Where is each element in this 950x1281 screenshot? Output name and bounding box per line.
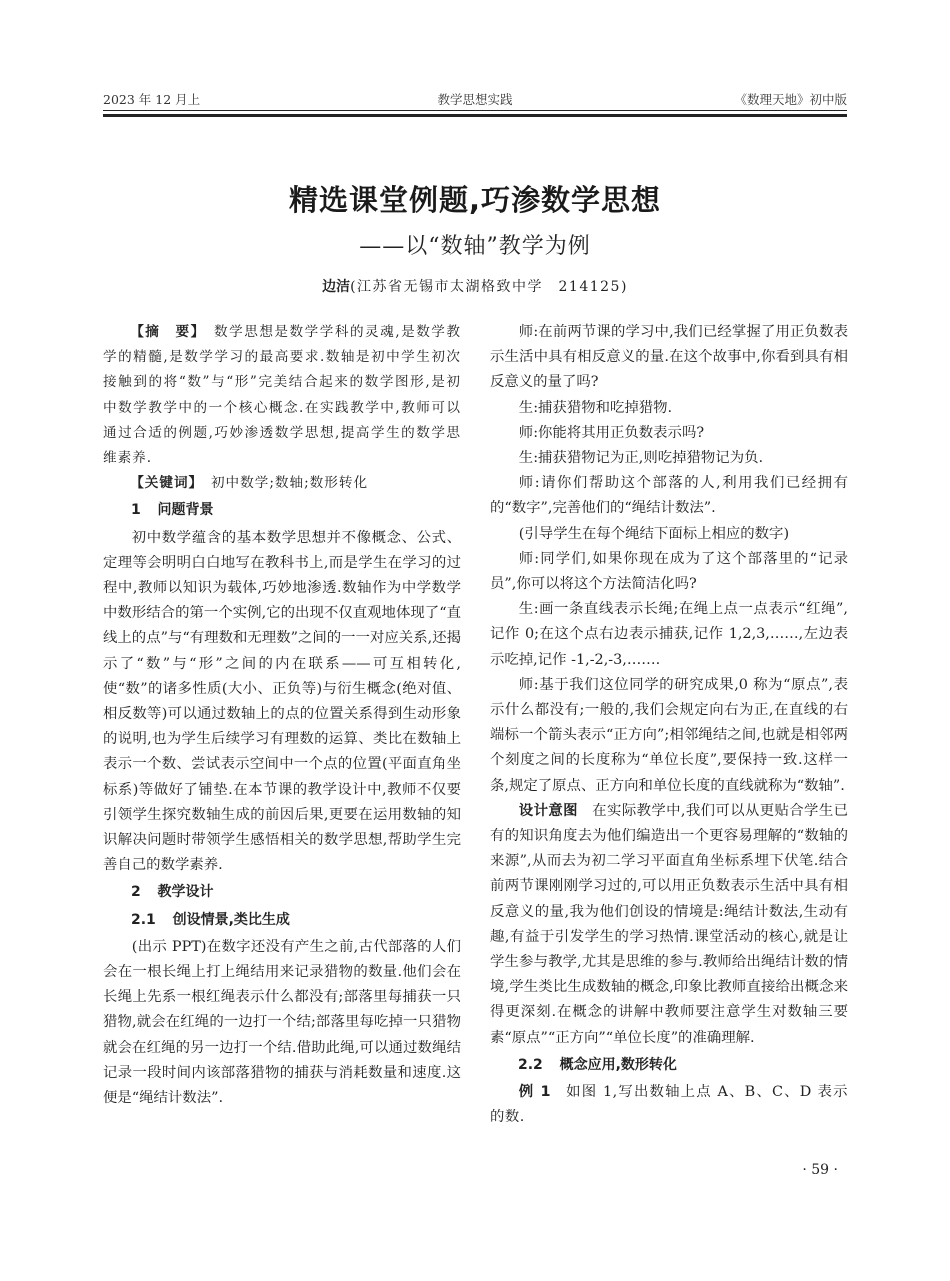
example-1-text: 如图 1,写出数轴上点 A、B、C、D 表示的数. [490, 1084, 848, 1126]
dialogue-line: 生:捕获猎物和吃掉猎物. [518, 399, 673, 416]
section21-paragraph: (出示 PPT)在数字还没有产生之前,古代部落的人们会在一根长绳上打上绳结用来记录猎物的数量.他们会在长绳上先系一根红绳表示什么都没有;部落里每捕获一只猎物,就会在红绳的一边打一个结;部落里每吃掉一只猎物就会在红绳的另一边打一个结.借助此绳,可以通过数绳结记录一段时间内该部落猎物的捕获与消耗数量和速度.这便是“绳结计数法”. [103, 938, 461, 1107]
right-column [490, 320, 848, 1131]
author-name: 边洁 [322, 279, 351, 295]
header-journal: 《数理天地》初中版 [734, 92, 847, 107]
page-number: · 59 · [802, 1162, 838, 1178]
header-date: 2023 年 12 月上 [103, 92, 201, 107]
dialogue-line: 师:你能将其用正负数表示吗? [518, 424, 705, 441]
example-1-label: 例 1 [518, 1084, 552, 1101]
header-rule-thin [103, 110, 847, 111]
left-column [103, 320, 461, 1111]
design-intent-label: 设计意图 [518, 802, 578, 819]
design-intent-text: 在实际教学中,我们可以从更贴合学生已有的知识角度去为他们编造出一个更容易理解的“数轴的来源”,从而去为初二学习平面直角坐标系埋下伏笔.结合前两节课刚刚学习过的,可以用正负数表示生活中具有相反意义的量,我为他们创设的情境是:绳结计数法,生动有趣,有益于引发学生的学习热情.课堂活动的核心,就是让学生参与教学,尤其是思维的参与.教师给出绳结计数的情境,学生类比生成数轴的概念,印象比教师直接给出概念来得更深刻.在概念的讲解中教师要注意学生对数轴三要素“原点”“正方向”“单位长度”的准确理解. [490, 802, 848, 1046]
section-heading-1: 1 问题背景 [131, 502, 214, 519]
header-column: 教学思想实践 [437, 92, 513, 107]
design-intent [490, 799, 848, 1051]
keywords [103, 471, 461, 496]
dialogue-line: 师:在前两节课的学习中,我们已经掌握了用正负数表示生活中具有相反意义的量.在这个故事中,你看到具有相反意义的量了吗? [490, 324, 848, 391]
article-title: 精选课堂例题,巧渗数学思想 [288, 183, 662, 217]
dialogue-line: 生:捕获猎物记为正,则吃掉猎物记为负. [518, 450, 764, 467]
dialogue-line: 师:基于我们这位同学的研究成果,0 称为“原点”,表示什么都没有;一般的,我们会规定向右为正,在直线的右端标一个箭头表示“正方向”;相邻绳结之间,也就是相邻两个刻度之间的长度称为“单位长度”,要保持一致.这样一条,规定了原点、正方向和单位长度的直线就称为“数轴”. [490, 676, 848, 794]
header-rule-thick [103, 114, 847, 117]
article-subtitle: ——以“数轴”教学为例 [359, 234, 591, 259]
section-heading-2: 2 教学设计 [131, 884, 214, 901]
keywords-label: 【关键词】 [130, 475, 197, 492]
running-header [103, 90, 847, 110]
section-heading-2-2: 2.2 概念应用,数形转化 [518, 1056, 677, 1073]
author-affiliation: (江苏省无锡市太湖格致中学 214125) [350, 279, 628, 295]
dialogue-line: (引导学生在每个绳结下面标上相应的数字) [518, 525, 790, 542]
abstract-text: 数学思想是数学学科的灵魂,是数学教学的精髓,是数学学习的最高要求.数轴是初中学生初次接触到的将“数”与“形”完美结合起来的数学图形,是初中数学教学中的一个核心概念.在实践教学中,教师可以通过合适的例题,巧妙渗透数学思想,提高学生的数学思维素养. [103, 324, 461, 467]
abstract-label: 【摘 要】 [130, 324, 199, 340]
keywords-text: 初中数学;数轴;数形转化 [210, 475, 369, 492]
example-1 [490, 1080, 848, 1130]
section-heading-2-1: 2.1 创设情景,类比生成 [131, 911, 290, 928]
abstract [103, 320, 461, 471]
author-line [0, 276, 950, 296]
dialogue-line: 师:请你们帮助这个部落的人,利用我们已经拥有的“数字”,完善他们的“绳结计数法”. [490, 475, 848, 517]
section1-paragraph: 初中数学蕴含的基本数学思想并不像概念、公式、定理等会明明白白地写在教科书上,而是学生在学习的过程中,教师以知识为载体,巧妙地渗透.数轴作为中学数学中数形结合的第一个实例,它的出现不仅直观地体现了“直线上的点”与“有理数和无理数”之间的一一对应关系,还揭示了“数”与“形”之间的内在联系——可互相转化,使“数”的诸多性质(大小、正负等)与衍生概念(绝对值、相反数等)可以通过数轴上的点的位置关系得到生动形象的说明,也为学生后续学习有理数的运算、类比在数轴上表示一个数、尝试表示空间中一个点的位置(平面直角坐标系)等做好了铺垫.在本节课的教学设计中,教师不仅要引领学生探究数轴生成的前因后果,更要在运用数轴的知识解决问题时带领学生感悟相关的数学思想,帮助学生完善自己的数学素养. [103, 529, 461, 874]
dialogue-line: 师:同学们,如果你现在成为了这个部落里的“记录员”,你可以将这个方法简洁化吗? [490, 550, 848, 593]
dialogue-line: 生:画一条直线表示长绳;在绳上点一点表示“红绳”,记作 0;在这个点右边表示捕获,记作 1,2,3,……,左边表示吃掉,记作 -1,-2,-3,……. [490, 601, 848, 668]
